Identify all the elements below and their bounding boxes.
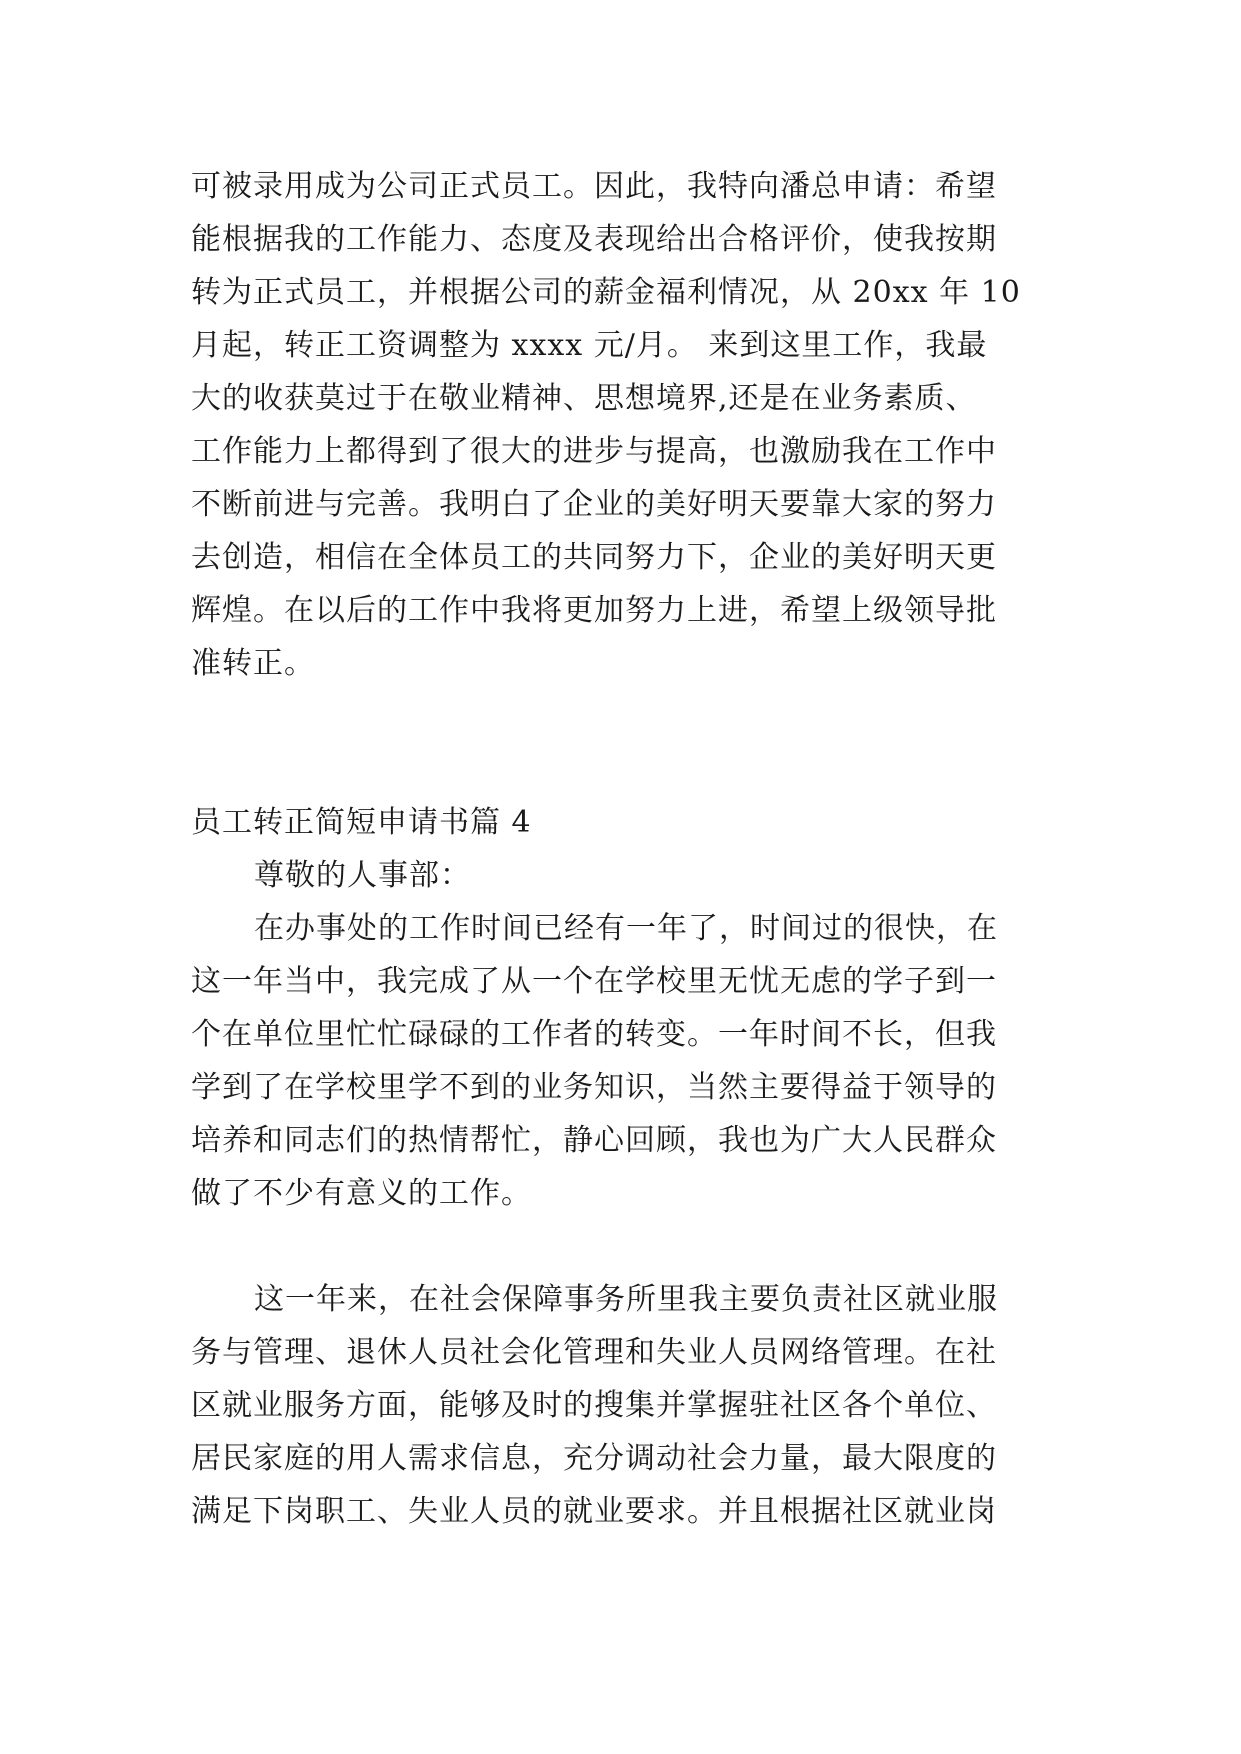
- text-line: 务与管理、退休人员社会化管理和失业人员网络管理。在社: [191, 1335, 997, 1370]
- text-line: 居民家庭的用人需求信息，充分调动社会力量，最大限度的: [191, 1441, 997, 1476]
- letter-body: [191, 849, 1071, 1220]
- text-line: 个在单位里忙忙碌碌的工作者的转变。一年时间不长，但我: [191, 1017, 997, 1052]
- text-line: 转为正式员工，并根据公司的薪金福利情况，从 20xx 年 10: [191, 275, 1021, 310]
- text-line: 这一年来，在社会保障事务所里我主要负责社区就业服: [254, 1282, 998, 1317]
- section-header: [191, 796, 1071, 849]
- salutation: 尊敬的人事部：: [254, 858, 471, 893]
- text-line: 准转正。: [191, 646, 315, 681]
- text-line: 满足下岗职工、失业人员的就业要求。并且根据社区就业岗: [191, 1494, 997, 1529]
- text-line: 大的收获莫过于在敬业精神、思想境界,还是在业务素质、: [191, 381, 977, 416]
- text-line: 区就业服务方面，能够及时的搜集并掌握驻社区各个单位、: [191, 1388, 997, 1423]
- text-line: 做了不少有意义的工作。: [191, 1176, 532, 1211]
- text-line: 能根据我的工作能力、态度及表现给出合格评价，使我按期: [191, 222, 997, 257]
- text-line: 辉煌。在以后的工作中我将更加努力上进，希望上级领导批: [191, 593, 997, 628]
- text-line: 不断前进与完善。我明白了企业的美好明天要靠大家的努力: [191, 487, 997, 522]
- paragraph-1: [191, 160, 1071, 690]
- text-line: 在办事处的工作时间已经有一年了，时间过的很快，在: [254, 911, 998, 946]
- text-line: 学到了在学校里学不到的业务知识，当然主要得益于领导的: [191, 1070, 997, 1105]
- text-line: 培养和同志们的热情帮忙，静心回顾，我也为广大人民群众: [191, 1123, 997, 1158]
- section-heading: 员工转正简短申请书篇 4: [191, 805, 532, 840]
- text-line: 可被录用成为公司正式员工。因此，我特向潘总申请：希望: [191, 169, 997, 204]
- paragraph-3: [191, 1273, 1071, 1538]
- text-line: 去创造，相信在全体员工的共同努力下，企业的美好明天更: [191, 540, 997, 575]
- text-line: 这一年当中，我完成了从一个在学校里无忧无虑的学子到一: [191, 964, 997, 999]
- text-line: 工作能力上都得到了很大的进步与提高，也激励我在工作中: [191, 434, 997, 469]
- text-line: 月起，转正工资调整为 xxxx 元/月。 来到这里工作，我最: [191, 328, 988, 363]
